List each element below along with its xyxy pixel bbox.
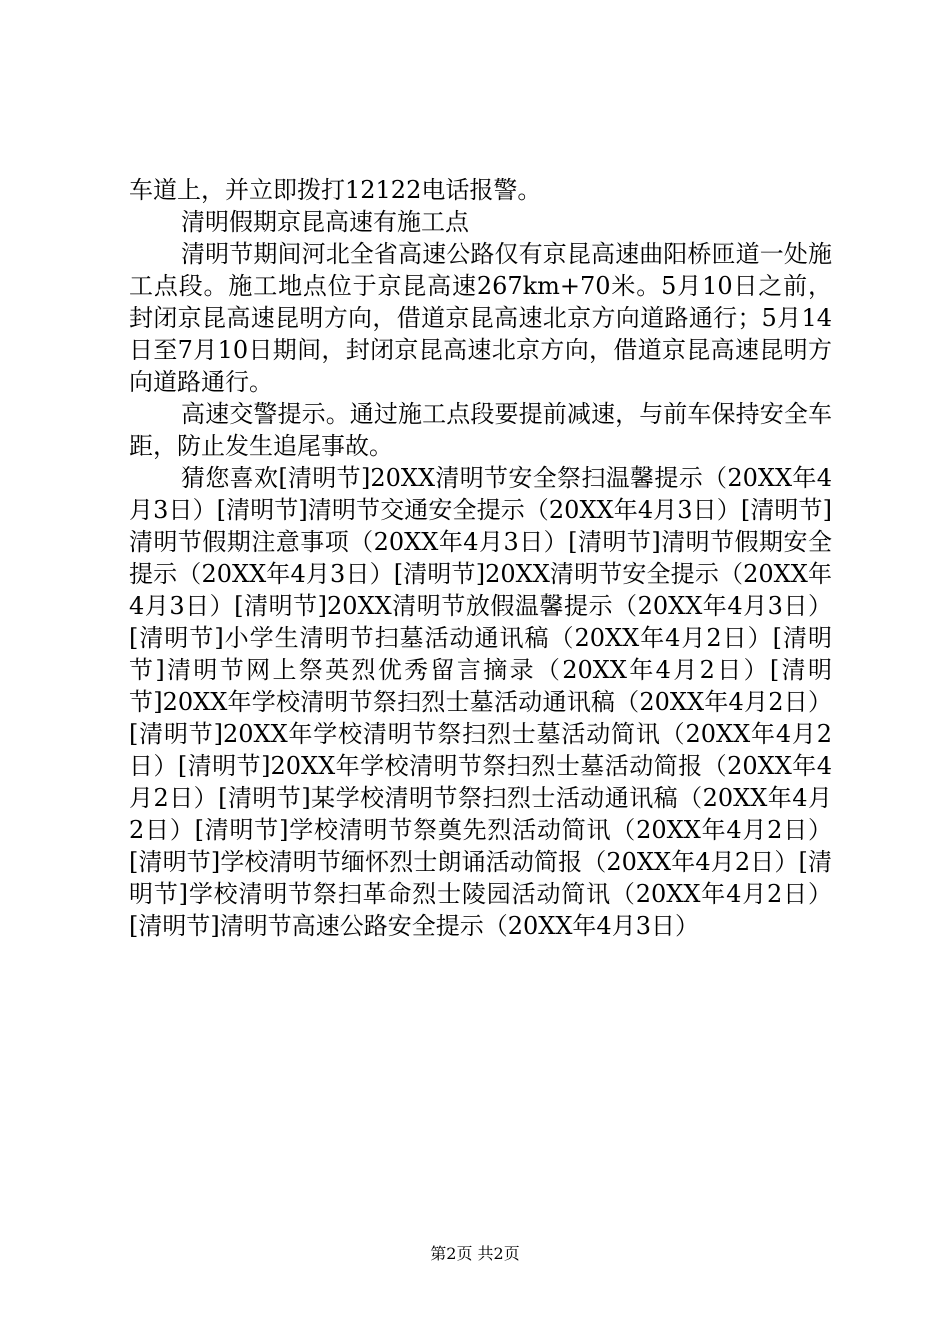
page-number-footer: 第2页 共2页 [430, 1244, 520, 1263]
paragraph-construction: 清明节期间河北全省高速公路仅有京昆高速曲阳桥匝道一处施工点段。施工地点位于京昆高速267km+70米。5月10日之前，封闭京昆高速昆明方向，借道京昆高速北京方向道路通行；5月14日至7月10日期间，封闭京昆高速北京方向，借道京昆高速昆明方向道路通行。 [129, 240, 832, 396]
paragraph-1: 车道上，并立即拨打12122电话报警。 [129, 176, 542, 204]
paragraph-police-tip: 高速交警提示。通过施工点段要提前减速，与前车保持安全车距，防止发生追尾事故。 [129, 400, 832, 460]
document-body [129, 174, 832, 942]
section-heading: 清明假期京昆高速有施工点 [181, 208, 469, 236]
paragraph-related-links: 猜您喜欢[清明节]20XX清明节安全祭扫温馨提示（20XX年4月3日）[清明节]清明节交通安全提示（20XX年4月3日）[清明节]清明节假期注意事项（20XX年4月3日）[清明节]清明节假期安全提示（20XX年4月3日）[清明节]20XX清明节安全提示（20XX年4月3日）[清明节]20XX清明节放假温馨提示（20XX年4月3日）[清明节]小学生清明节扫墓活动通讯稿（20XX年4月2日）[清明节]清明节网上祭英烈优秀留言摘录（20XX年4月2日）[清明节]20XX年学校清明节祭扫烈士墓活动通讯稿（20XX年4月2日）[清明节]20XX年学校清明节祭扫烈士墓活动简讯（20XX年4月2日）[清明节]20XX年学校清明节祭扫烈士墓活动简报（20XX年4月2日）[清明节]某学校清明节祭扫烈士活动通讯稿（20XX年4月2日）[清明节]学校清明节祭奠先烈活动简讯（20XX年4月2日）[清明节]学校清明节缅怀烈士朗诵活动简报（20XX年4月2日）[清明节]学校清明节祭扫革命烈士陵园活动简讯（20XX年4月2日）[清明节]清明节高速公路安全提示（20XX年4月3日） [129, 464, 832, 940]
